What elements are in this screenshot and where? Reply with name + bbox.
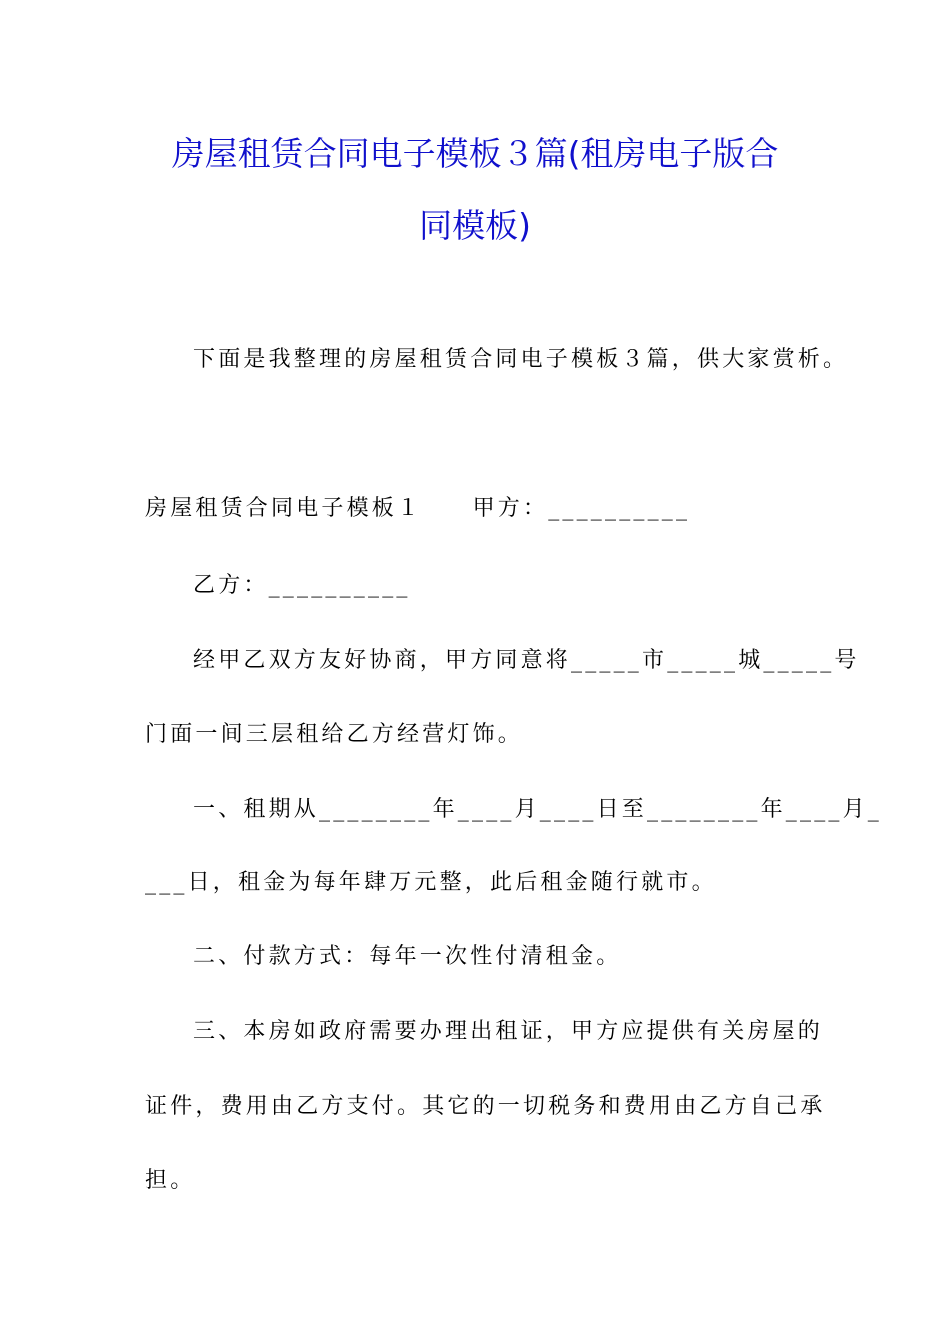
template-1-party-a: 房屋租赁合同电子模板１ 甲方：__________ <box>145 496 691 521</box>
document-title-line-1: 房屋租赁合同电子模板３篇(租房电子版合 <box>171 134 779 173</box>
clause-3-line-3: 担。 <box>145 1168 196 1193</box>
clause-3-line-1: 三、本房如政府需要办理出租证，甲方应提供有关房屋的 <box>193 1019 824 1044</box>
party-b-line: 乙方：__________ <box>193 573 411 598</box>
clause-1-line-2: ___日，租金为每年肆万元整，此后租金随行就市。 <box>145 870 717 895</box>
document-title-line-2: 同模板) <box>419 206 531 245</box>
agreement-paragraph-line-2: 门面一间三层租给乙方经营灯饰。 <box>145 722 524 747</box>
clause-1-line-1: 一、租期从________年____月____日至________年____月_ <box>193 797 883 822</box>
clause-2: 二、付款方式：每年一次性付清租金。 <box>193 944 622 969</box>
intro-paragraph: 下面是我整理的房屋租赁合同电子模板３篇，供大家赏析。 <box>193 347 849 372</box>
agreement-paragraph-line-1: 经甲乙双方友好协商，甲方同意将_____市_____城_____号 <box>193 648 860 673</box>
clause-3-line-2: 证件，费用由乙方支付。其它的一切税务和费用由乙方自己承 <box>145 1094 826 1119</box>
